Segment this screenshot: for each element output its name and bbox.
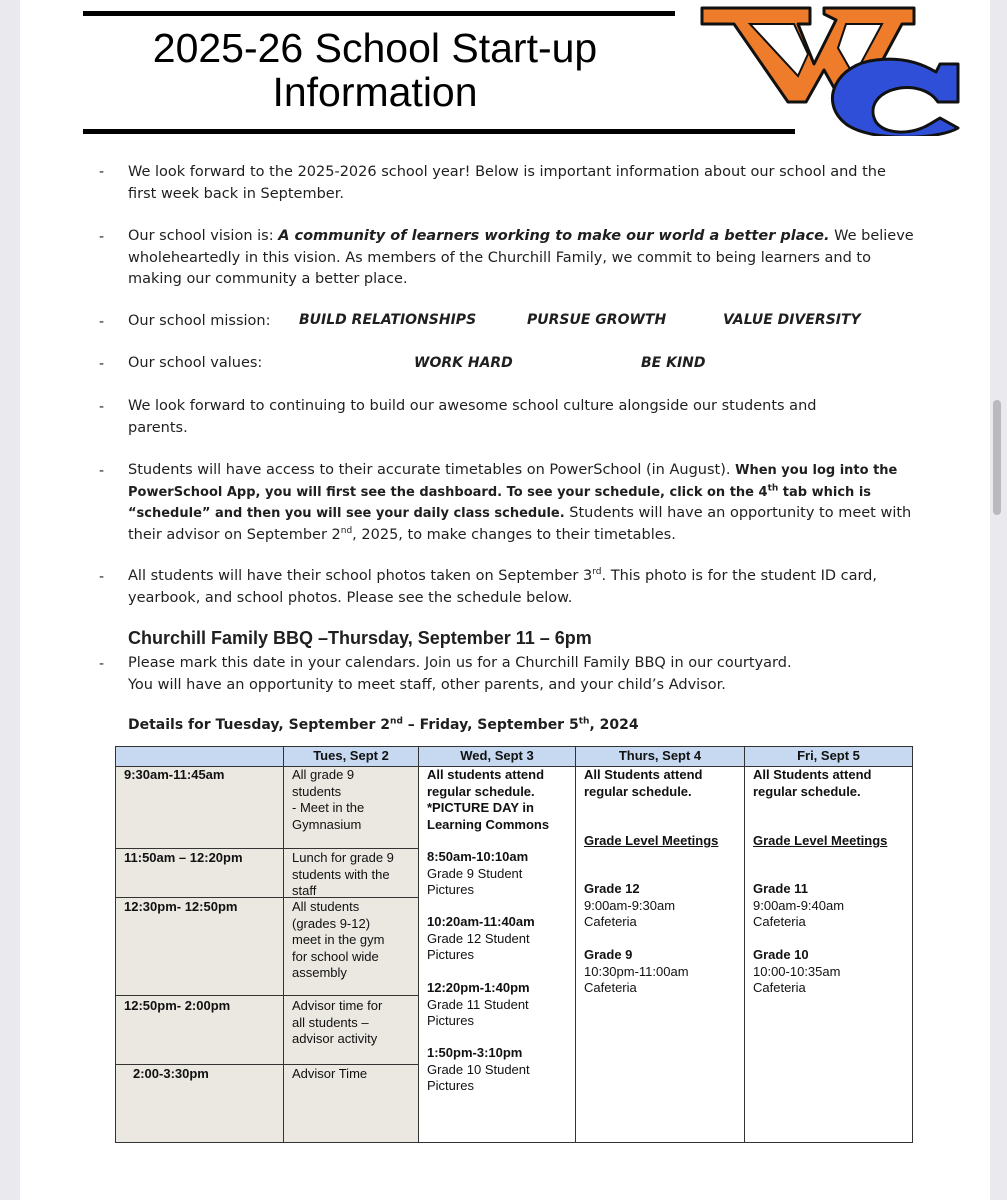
timetables-line-4b: , 2025, to make changes to their timetables.: [352, 526, 676, 543]
tues-slot-2-line: students with the: [292, 866, 390, 882]
time-slot-1: 9:30am-11:45am: [124, 767, 225, 782]
row-line-4: [115, 1064, 418, 1065]
wed-intro: [427, 767, 549, 833]
mission-label: Our school mission:: [128, 313, 271, 329]
fri-group-place: Cafeteria: [753, 914, 806, 929]
tues-slot-3: [292, 899, 385, 982]
details-part-b: – Friday, September 5: [402, 717, 579, 733]
wed-slot-time: 12:20pm-1:40pm: [427, 980, 530, 995]
wed-intro-line: *PICTURE DAY in: [427, 800, 534, 815]
details-heading: [128, 717, 639, 733]
page-title: [80, 26, 670, 114]
thurs-group-grade: Grade 12: [584, 881, 640, 896]
tues-slot-4-line: all students –: [292, 1014, 369, 1030]
tues-slot-3-line: meet in the gym: [292, 932, 385, 947]
wed-intro-line: Learning Commons: [427, 816, 550, 832]
tues-slot-3-line: assembly: [292, 965, 347, 980]
fri-intro: [753, 767, 871, 800]
details-sup-nd: nd: [390, 716, 403, 727]
timetables-sup-nd: nd: [340, 525, 353, 536]
time-slot-5: 2:00-3:30pm: [133, 1066, 209, 1081]
tues-slot-1: [292, 767, 364, 833]
tues-slot-3-line: for school wide: [292, 948, 379, 964]
fri-grade-level-meetings: Grade Level Meetings: [753, 833, 888, 848]
thurs-intro-line: regular schedule.: [584, 783, 692, 799]
tues-slot-1-line: All grade 9: [292, 767, 355, 782]
wed-intro-line: All students attend: [427, 767, 545, 782]
table-border-bottom: [115, 1142, 913, 1143]
title-line-2: Information: [272, 69, 478, 115]
bullet-photos: [128, 566, 877, 609]
vision-suffix: We believe: [829, 228, 914, 244]
mission-build-relationships: BUILD RELATIONSHIPS: [299, 312, 477, 328]
col-line-1: [283, 746, 284, 1143]
tues-slot-1-line: Gymnasium: [292, 816, 362, 832]
thurs-intro-line: All Students attend: [584, 767, 703, 782]
row-line-3: [115, 995, 418, 996]
tues-slot-3-line: (grades 9-12): [292, 915, 371, 931]
scrollbar[interactable]: [993, 400, 1001, 515]
thurs-group-2: [584, 947, 689, 997]
vision-label: Our school vision is:: [128, 228, 279, 244]
thurs-group-time: 9:00am-9:30am: [584, 897, 676, 913]
time-slot-2: 11:50am – 12:20pm: [124, 850, 243, 865]
title-bottom-rule: [83, 129, 795, 134]
tues-slot-2-line: staff: [292, 883, 317, 898]
tues-slot-4-line: Advisor time for: [292, 998, 383, 1013]
wed-slot-3: [427, 980, 530, 1030]
fri-group-time: 10:00-10:35am: [753, 963, 841, 979]
timetables-line-3b: Students will have an opportunity to meet with: [564, 505, 912, 521]
bullet-intro-line-1: We look forward to the 2025-2026 school year! Below is important information about our school and the: [128, 164, 886, 180]
vision-line-2: wholeheartedly in this vision. As members of the Churchill Family, we commit to being learners and to: [128, 249, 871, 266]
tues-slot-1-line: - Meet in the: [292, 800, 365, 815]
fri-group-grade: Grade 10: [753, 947, 809, 962]
fri-group-1: [753, 881, 844, 931]
timetables-line-4a: their advisor on September 2: [128, 526, 341, 543]
details-part-a: Details for Tuesday, September 2: [128, 717, 391, 733]
tues-slot-2-line: Lunch for grade 9: [292, 850, 394, 865]
thurs-group-place: Cafeteria: [584, 980, 637, 995]
bullet-dash-7: -: [99, 569, 105, 585]
time-column-shade: [115, 766, 283, 1143]
bullet-dash-3: -: [99, 314, 105, 330]
timetables-line-3a: “schedule” and then you will see your daily class schedule.: [128, 506, 565, 521]
timetables-line-2b: tab which is: [778, 484, 872, 500]
bullet-dash-5: -: [99, 399, 105, 415]
thurs-intro: [584, 767, 702, 800]
bullet-dash-4: -: [99, 356, 105, 372]
wed-slot-2: [427, 914, 535, 964]
timetables-line-1b: When you log into the: [735, 463, 898, 478]
vision-statement: A community of learners working to make our world a better place.: [278, 228, 830, 244]
mission-pursue-growth: PURSUE GROWTH: [527, 312, 667, 328]
photos-line-2: yearbook, and school photos. Please see the schedule below.: [128, 589, 573, 606]
tues-slot-3-line: All students: [292, 899, 360, 914]
details-sup-th: th: [578, 716, 590, 727]
values-work-hard: WORK HARD: [414, 355, 513, 371]
bullet-vision: [128, 226, 914, 291]
fri-group-time: 9:00am-9:40am: [753, 897, 845, 913]
header-thurs: Thurs, Sept 4: [618, 748, 702, 763]
table-border-top: [115, 746, 913, 747]
fri-group-2: [753, 947, 840, 997]
wed-slot-line: Grade 12 Student: [427, 930, 530, 946]
bullet-dash-2: -: [99, 229, 105, 245]
title-line-1: 2025-26 School Start-up: [152, 25, 598, 71]
wed-slot-time: 8:50am-10:10am: [427, 849, 529, 864]
details-part-c: , 2024: [589, 717, 639, 733]
bullet-dash-8: -: [99, 656, 105, 672]
wed-intro-line: regular schedule.: [427, 783, 535, 799]
bbq-heading: Churchill Family BBQ –Thursday, September 11 – 6pm: [128, 628, 592, 648]
bullet-intro-line-2: first week back in September.: [128, 185, 344, 202]
wed-slot-time: 1:50pm-3:10pm: [427, 1045, 523, 1060]
header-wed: Wed, Sept 3: [460, 748, 534, 763]
time-slot-3: 12:30pm- 12:50pm: [124, 899, 238, 914]
bullet-dash-1: -: [99, 164, 105, 180]
bullet-dash-6: -: [99, 463, 105, 479]
tues-slot-1-line: students: [292, 783, 342, 799]
tues-slot-2: [292, 850, 394, 900]
header-tues: Tues, Sept 2: [313, 748, 389, 763]
timetables-sup-th: th: [767, 483, 779, 494]
wed-slot-line: Pictures: [427, 1078, 474, 1093]
wed-slot-line: Grade 10 Student: [427, 1061, 530, 1077]
wed-slot-line: Grade 11 Student: [427, 996, 529, 1012]
wed-slot-time: 10:20am-11:40am: [427, 914, 535, 929]
photos-line-1b: . This photo is for the student ID card,: [601, 568, 877, 584]
wed-slot-1: [427, 849, 528, 899]
fri-intro-line: regular schedule.: [753, 783, 861, 799]
bbq-line-2: You will have an opportunity to meet staff, other parents, and your child’s Advisor.: [128, 676, 726, 693]
values-be-kind: BE KIND: [641, 355, 706, 371]
bullet-bbq: [128, 653, 792, 696]
col-line-3: [575, 746, 576, 1143]
culture-line-2: parents.: [128, 419, 188, 436]
wed-slot-line: Grade 9 Student: [427, 865, 523, 881]
photos-line-1a: All students will have their school photos taken on September 3: [128, 568, 593, 584]
tues-slot-4: [292, 998, 382, 1048]
wed-slot-4: [427, 1045, 530, 1095]
thurs-grade-level-meetings: Grade Level Meetings: [584, 833, 719, 848]
col-line-2: [418, 746, 419, 1143]
header-fri: Fri, Sept 5: [797, 748, 860, 763]
time-slot-4: 12:50pm- 2:00pm: [124, 998, 231, 1013]
thurs-group-place: Cafeteria: [584, 914, 637, 929]
timetables-line-1a: Students will have access to their accurate timetables on PowerSchool (in August).: [128, 462, 736, 478]
schedule-table: [115, 746, 913, 1143]
mission-value-diversity: VALUE DIVERSITY: [723, 312, 861, 328]
bullet-timetables: [128, 460, 911, 546]
values-label: Our school values:: [128, 355, 263, 371]
tues-slot-4-line: advisor activity: [292, 1031, 378, 1046]
thurs-group-grade: Grade 9: [584, 947, 633, 962]
fri-group-grade: Grade 11: [753, 881, 808, 896]
culture-line-1: We look forward to continuing to build our awesome school culture alongside our students and: [128, 398, 817, 414]
bbq-line-1: Please mark this date in your calendars. Join us for a Churchill Family BBQ in our courtyard.: [128, 655, 792, 671]
thurs-group-time: 10:30pm-11:00am: [584, 963, 689, 979]
photos-sup-rd: rd: [592, 567, 602, 578]
row-line-1: [115, 848, 418, 849]
wed-slot-line: Pictures: [427, 1013, 474, 1028]
fri-intro-line: All Students attend: [753, 767, 872, 782]
vision-line-3: making our community a better place.: [128, 271, 408, 287]
wed-slot-line: Pictures: [427, 947, 474, 962]
col-line-4: [744, 746, 745, 1143]
bullet-culture: [128, 396, 816, 439]
title-top-rule: [83, 11, 675, 16]
timetables-line-2a: PowerSchool App, you will first see the dashboard. To see your schedule, click on the 4: [128, 484, 768, 500]
wc-logo: [700, 6, 965, 136]
wed-slot-line: Pictures: [427, 882, 474, 897]
bullet-intro: [128, 162, 886, 205]
table-border-left: [115, 746, 116, 1143]
fri-group-place: Cafeteria: [753, 980, 806, 995]
tues-slot-5: Advisor Time: [292, 1066, 368, 1081]
thurs-group-1: [584, 881, 675, 931]
table-border-right: [912, 746, 913, 1143]
logo-c-letter: [832, 59, 958, 136]
